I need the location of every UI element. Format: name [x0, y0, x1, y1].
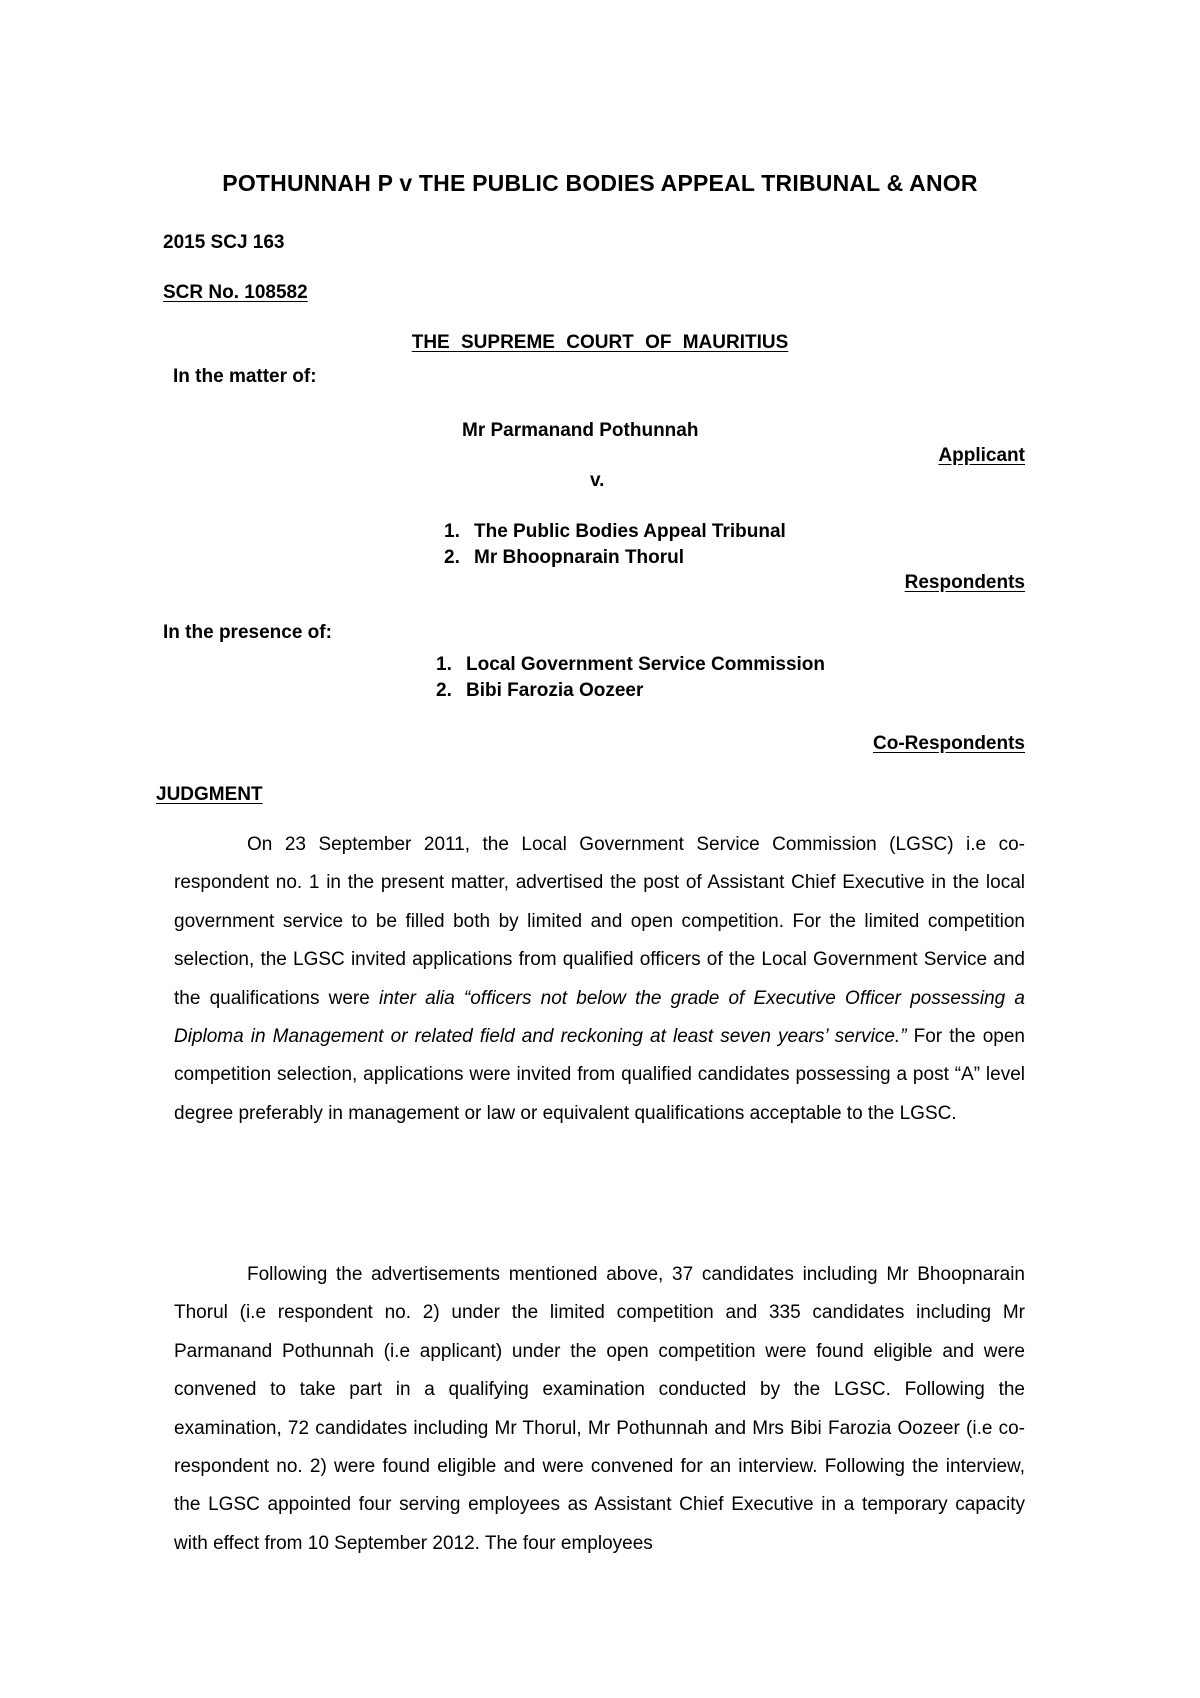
judgment-paragraph-2: Following the advertisements mentioned above, 37 candidates including Mr Bhoopnarain Thorul (i.e respondent no. 2) under the limited competition and 335 candidates including Mr Parmanand Pothunnah (i.e applicant) under the open competition were found eligible and were convened to take part in a qualifying examination conducted by the LGSC. Following the examination, 72 candidates including Mr Thorul, Mr Pothunnah and Mrs Bibi Farozia Oozeer (i.e co-respondent no. 2) were found eligible and were convened for an interview. Following the interview, the LGSC appointed four serving employees as Assistant Chief Executive in a temporary capacity with effect from 10 September 2012. The four employees	[174, 1264, 1025, 1554]
co-respondents-list	[436, 652, 825, 704]
co-respondents-label: Co-Respondents	[873, 733, 1025, 754]
court-name: THE SUPREME COURT OF MAURITIUS	[411, 332, 789, 353]
respondents-list	[444, 519, 786, 571]
respondent-item	[444, 545, 786, 571]
respondent-number: 1.	[444, 521, 460, 542]
respondent-name: The Public Bodies Appeal Tribunal	[474, 521, 786, 542]
respondent-name: Mr Bhoopnarain Thorul	[474, 547, 685, 568]
paragraph-1-text-a: On 23 September 2011, the Local Government Service Commission (LGSC) i.e co-respondent no. 1 in the present matter, advertised the post of Assistant Chief Executive in the local government service to be filled both by limited and open competition. For the limited competition selection, the LGSC invited applications from qualified officers of the Local Government Service and the qualifications were	[174, 834, 1025, 1009]
respondent-number: 2.	[444, 547, 460, 568]
citation: 2015 SCJ 163	[163, 232, 285, 253]
co-respondent-name: Local Government Service Commission	[466, 654, 826, 675]
case-title: POTHUNNAH P v THE PUBLIC BODIES APPEAL TRIBUNAL & ANOR	[222, 170, 978, 196]
co-respondent-item	[436, 652, 825, 678]
co-respondent-item	[436, 678, 825, 704]
paragraph-1-text-b: For the open competition selection, applications were invited from qualified candidates possessing a post “A” level degree preferably in management or law or equivalent qualifications acceptable to the LGSC.	[174, 1026, 1025, 1124]
judgment-heading: JUDGMENT	[156, 784, 263, 805]
scr-number: SCR No. 108582	[163, 282, 308, 303]
paragraph-1-quotation: inter alia “officers not below the grade of Executive Officer possessing a Diploma in Management or related field and reckoning at least seven years’ service.”	[174, 987, 1025, 1048]
respondent-item	[444, 519, 786, 545]
applicant-name: Mr Parmanand Pothunnah	[462, 420, 699, 441]
respondents-label: Respondents	[904, 572, 1025, 593]
in-the-matter-of-label: In the matter of:	[173, 366, 317, 387]
co-respondent-name: Bibi Farozia Oozeer	[466, 680, 644, 701]
judgment-paragraph-1	[174, 826, 1025, 1133]
versus: v.	[590, 470, 605, 491]
co-respondent-number: 2.	[436, 680, 452, 701]
in-the-presence-of-label: In the presence of:	[163, 622, 332, 643]
co-respondent-number: 1.	[436, 654, 452, 675]
applicant-label: Applicant	[938, 445, 1025, 466]
